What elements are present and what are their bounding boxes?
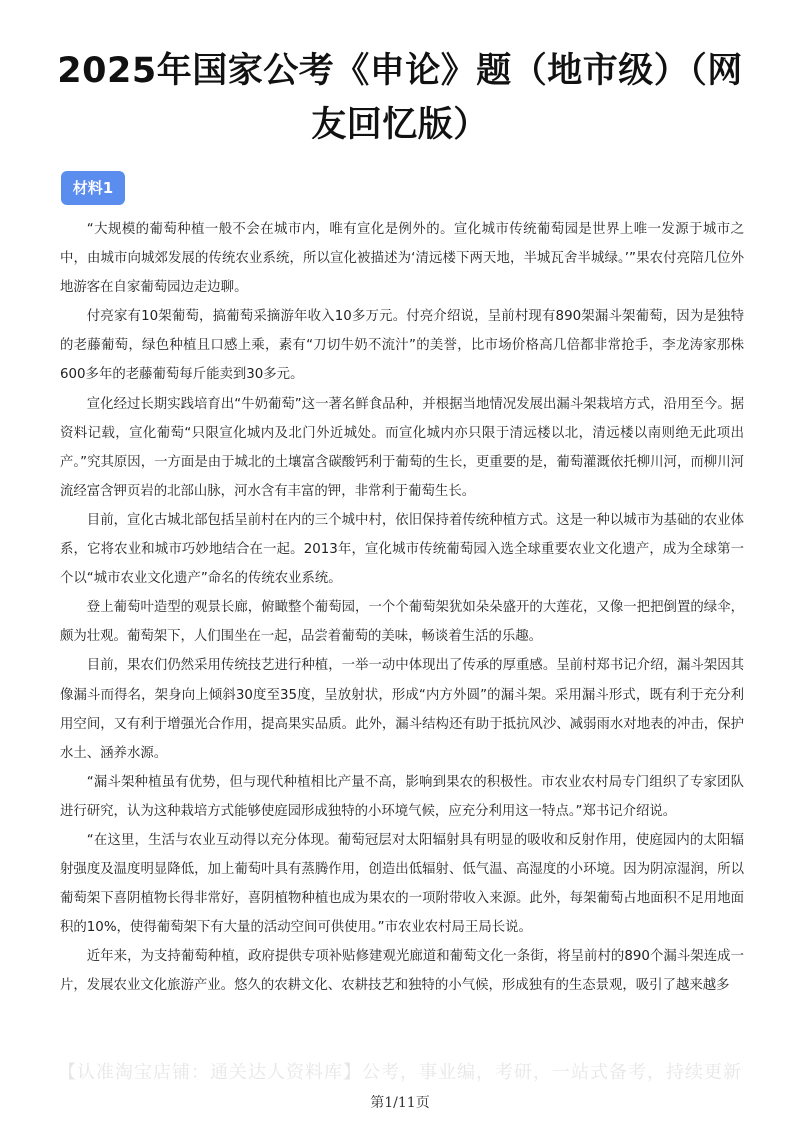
paragraph: 宣化经过长期实践培育出“牛奶葡萄”这一著名鲜食品种，并根据当地情况发展出漏斗架栽培方式，沿用至今。据资料记载，宣化葡萄“只限宣化城内及北门外近城处。而宣化城内亦只限于清远楼以北，清远楼以南则绝无此项出产。”究其原因，一方面是由于城北的土壤富含碳酸钙利于葡萄的生长，更重要的是，葡萄灌溉依托柳川河，而柳川河流经富含钾页岩的北部山脉，河水含有丰富的钾，非常利于葡萄生长。 [60, 396, 744, 499]
paragraph: 登上葡萄叶造型的观景长廊，俯瞰整个葡萄园，一个个葡萄架犹如朵朵盛开的大莲花，又像一把把倒置的绿伞，颇为壮观。葡萄架下，人们围坐在一起，品尝着葡萄的美味，畅谈着生活的乐趣。 [60, 600, 744, 645]
paragraph: 目前，果农们仍然采用传统技艺进行种植，一举一动中体现出了传承的厚重感。呈前村郑书记介绍，漏斗架因其像漏斗而得名，架身向上倾斜30度至35度，呈放射状，形成“内方外圆”的漏斗架。采用漏斗形式，既有利于充分利用空间，又有利于增强光合作用，提高果实品质。此外，漏斗结构还有助于抵抗风沙、减弱雨水对地表的冲击，保护水土、涵养水源。 [60, 658, 744, 761]
paragraph: 近年来，为支持葡萄种植，政府提供专项补贴修建观光廊道和葡萄文化一条街，将呈前村的890个漏斗架连成一片，发展农业文化旅游产业。悠久的农耕文化、农耕技艺和独特的小气候，形成独有的生态景观，吸引了越来越多 [60, 949, 744, 994]
paragraph: 付亮家有10架葡萄，搞葡萄采摘游年收入10多万元。付亮介绍说，呈前村现有890架漏斗架葡萄，因为是独特的老藤葡萄，绿色种植且口感上乘，素有“刀切牛奶不流汁”的美誉，比市场价格高几倍都非常抢手，李龙涛家那株600多年的老藤葡萄每斤能卖到30多元。 [60, 309, 744, 383]
paragraph: “漏斗架种植虽有优势，但与现代种植相比产量不高，影响到果农的积极性。市农业农村局专门组织了专家团队进行研究，认为这种栽培方式能够使庭园形成独特的小环境气候，应充分利用这一特点。”郑书记介绍说。 [60, 774, 744, 819]
material-body [60, 215, 744, 1001]
paragraph: “大规模的葡萄种植一般不会在城市内，唯有宣化是例外的。宣化城市传统葡萄园是世界上唯一发源于城市之中，由城市向城郊发展的传统农业系统，所以宣化被描述为‘清远楼下两天地，半城瓦舍半城绿。’”果农付亮陪几位外地游客在自家葡萄园边走边聊。 [60, 222, 744, 296]
section-tag: 材料1 [61, 171, 125, 205]
page-number: 第1/11页 [370, 1095, 430, 1111]
page-title: 2025年国家公考《申论》题（地市级）（网友回忆版） [57, 51, 743, 145]
footer-watermark: 【认准淘宝店铺：通关达人资料库】公考，事业编，考研，一站式备考，持续更新 [58, 1062, 742, 1083]
paragraph: “在这里，生活与农业互动得以充分体现。葡萄冠层对太阳辐射具有明显的吸收和反射作用，使庭园内的太阳辐射强度及温度明显降低，加上葡萄叶具有蒸腾作用，创造出低辐射、低气温、高湿度的小环境。因为阴凉湿润，所以葡萄架下喜阴植物长得非常好，喜阴植物种植也成为果农的一项附带收入来源。此外，每架葡萄占地面积不足用地面积的10%，使得葡萄架下有大量的活动空间可供使用。”市农业农村局王局长说。 [60, 832, 744, 936]
paragraph: 目前，宣化古城北部包括呈前村在内的三个城中村，依旧保持着传统种植方式。这是一种以城市为基础的农业体系，它将农业和城市巧妙地结合在一起。2013年，宣化城市传统葡萄园入选全球重要农业文化遗产，成为全球第一个以“城市农业文化遗产”命名的传统农业系统。 [60, 512, 744, 587]
